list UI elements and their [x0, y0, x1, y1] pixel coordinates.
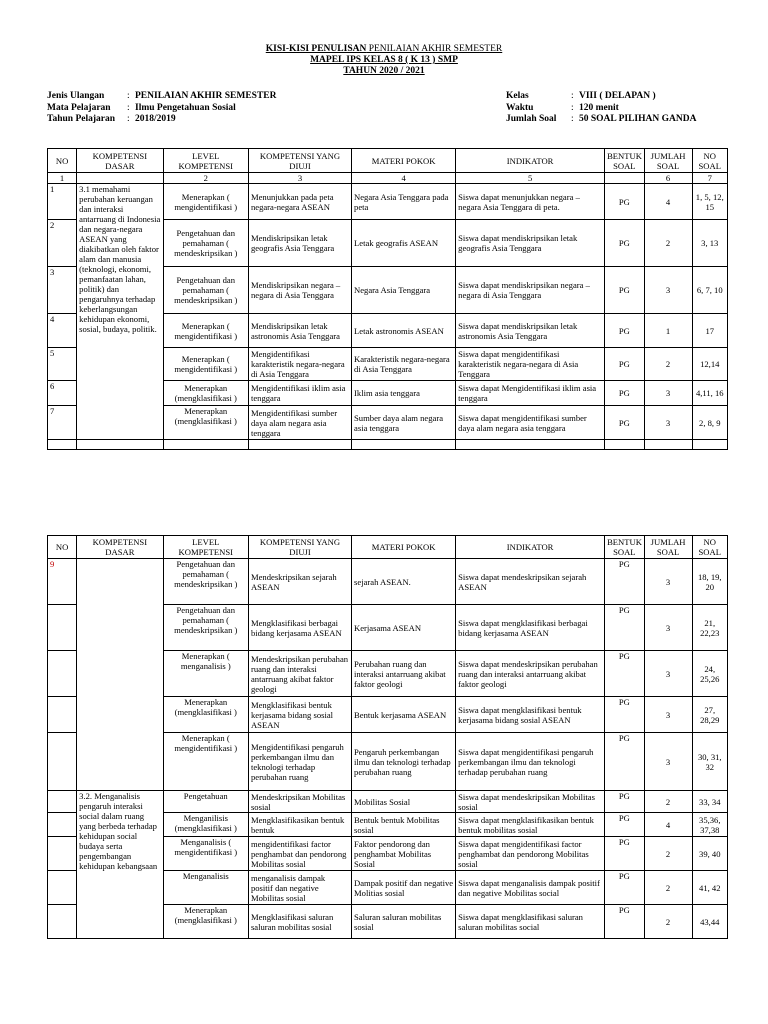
materi-cell: Letak astronomis ASEAN: [352, 314, 456, 348]
col-header-no: NO: [48, 149, 77, 173]
jumlah-cell: 2: [644, 837, 692, 871]
row-number: 6: [48, 381, 77, 406]
kompetensi-cell: Mendeskripsikan Mobilitas sosial: [248, 791, 351, 813]
column-number: 3: [248, 173, 351, 184]
nosoal-cell: 17: [692, 314, 727, 348]
jumlah-cell: 2: [644, 220, 692, 267]
bentuk-cell: PG: [605, 605, 645, 651]
materi-cell: Letak geografis ASEAN: [352, 220, 456, 267]
kompetensi-cell: Mendeskripsikan perubahan ruang dan interaksi antarruang akibat faktor geologi: [248, 651, 351, 697]
materi-cell: Pengaruh perkembangan ilmu dan teknologi terhadap perubahan ruang: [352, 733, 456, 791]
level-cell: Menganalisis: [163, 871, 248, 905]
indikator-cell: Siswa dapat mengklasifikasi bentuk kerjasama bidang sosial ASEAN: [456, 697, 605, 733]
level-cell: Menerapkan (mengklasifikasi ): [163, 697, 248, 733]
materi-cell: Negara Asia Tenggara pada peta: [352, 184, 456, 220]
indikator-cell: Siswa dapat mendeskripsikan perubahan ruang dan interaksi antarruang akibat faktor geologi: [456, 651, 605, 697]
jumlah-cell: 3: [644, 605, 692, 651]
row-number: 2: [48, 220, 77, 267]
materi-cell: Dampak positif dan negative Molitias sosial: [352, 871, 456, 905]
kompetensi-cell: Mengidentifikasi karakteristik negara-negara di Asia Tenggara: [248, 348, 351, 381]
materi-cell: Faktor pendorong dan penghambat Mobilitas Sosial: [352, 837, 456, 871]
kompetensi-cell: mengidentifikasi factor penghambat dan pendorong Mobilitas sosial: [248, 837, 351, 871]
level-cell: Menerapkan (mengklasifikasi ): [163, 406, 248, 440]
nosoal-cell: 30, 31, 32: [692, 733, 727, 791]
level-cell: Menerapkan ( mengidentifikasi ): [163, 314, 248, 348]
level-cell: Pengetahuan dan pemahaman ( mendeskripsikan ): [163, 605, 248, 651]
bentuk-cell: PG: [605, 871, 645, 905]
table-header-row: [48, 149, 728, 173]
bentuk-cell: PG: [605, 381, 645, 406]
column-number: 6: [644, 173, 692, 184]
kisi-table-2: [47, 535, 728, 939]
materi-cell: Perubahan ruang dan interaksi antarruang akibat faktor geologi: [352, 651, 456, 697]
bentuk-cell: PG: [605, 184, 645, 220]
kompetensi-cell: Mengklasifikasi saluran saluran mobilitas sosial: [248, 905, 351, 939]
col-header-kompetensi-diuji: KOMPETENSI YANG DIUJI: [248, 536, 351, 559]
table-row: [48, 559, 728, 605]
level-cell: Pengetahuan: [163, 791, 248, 813]
meta-row: Kelas : VIII ( DELAPAN ): [506, 91, 656, 101]
indikator-cell: Siswa dapat mendiskripsikan negara –negara di Asia Tenggara: [456, 267, 605, 314]
nosoal-cell: 4,11, 16: [692, 381, 727, 406]
column-number: 2: [163, 173, 248, 184]
level-cell: Menerapkan ( mengidentifikasi ): [163, 733, 248, 791]
bentuk-cell: PG: [605, 733, 645, 791]
col-header-jumlah: JUMLAH SOAL: [644, 149, 692, 173]
kompetensi-cell: menganalisis dampak positif dan negative Mobilitas sosial: [248, 871, 351, 905]
materi-cell: Iklim asia tenggara: [352, 381, 456, 406]
bentuk-cell: PG: [605, 837, 645, 871]
column-number: 4: [352, 173, 456, 184]
bentuk-cell: PG: [605, 791, 645, 813]
level-cell: Menganalisis ( mengidentifikasi ): [163, 837, 248, 871]
kompetensi-cell: Menunjukkan pada peta negara-negara ASEAN: [248, 184, 351, 220]
kompetensi-cell: Mengidentifikasi iklim asia tenggara: [248, 381, 351, 406]
kompetensi-cell: Mengklasifikasikan bentuk bentuk: [248, 813, 351, 837]
indikator-cell: Siswa dapat mengklasifikasi saluran saluran mobilitas social: [456, 905, 605, 939]
level-cell: Menganilisis (mengklasifikasi ): [163, 813, 248, 837]
table-header-row: [48, 536, 728, 559]
indikator-cell: Siswa dapat mendeskripsikan sejarah ASEAN: [456, 559, 605, 605]
col-header-indikator: INDIKATOR: [456, 149, 605, 173]
kompetensi-dasar-cell: 3.2. Menganalisis pengaruh interaksi social dalam ruang yang berbeda terhadap kehidupan social budaya serta pengembangan kehidupan kebangsaan: [77, 791, 163, 939]
indikator-cell: Siswa dapat mengklasifikasikan bentuk bentuk mobilitas sosial: [456, 813, 605, 837]
col-header-nosoal: NO SOAL: [692, 536, 727, 559]
meta-row: Tahun Pelajaran : 2018/2019: [47, 114, 176, 124]
materi-cell: Bentuk bentuk Mobilitas sosial: [352, 813, 456, 837]
kompetensi-cell: Mengidentifikasi pengaruh perkembangan ilmu dan teknologi terhadap perubahan ruang: [248, 733, 351, 791]
bentuk-cell: PG: [605, 813, 645, 837]
nosoal-cell: 2, 8, 9: [692, 406, 727, 440]
table-row-empty: [48, 440, 728, 450]
jumlah-cell: 4: [644, 813, 692, 837]
materi-cell: Mobilitas Sosial: [352, 791, 456, 813]
kompetensi-cell: Mendeskripsikan sejarah ASEAN: [248, 559, 351, 605]
col-header-indikator: INDIKATOR: [456, 536, 605, 559]
indikator-cell: Siswa dapat mendiskripsikan letak geografis Asia Tenggara: [456, 220, 605, 267]
level-cell: Menerapkan ( mengidentifikasi ): [163, 348, 248, 381]
meta-row: Mata Pelajaran : Ilmu Pengetahuan Sosial: [47, 102, 236, 113]
nosoal-cell: 27, 28,29: [692, 697, 727, 733]
jumlah-cell: 3: [644, 381, 692, 406]
materi-cell: Karakteristik negara-negara di Asia Tenggara: [352, 348, 456, 381]
meta-row: Jenis Ulangan : PENILAIAN AKHIR SEMESTER: [47, 91, 277, 101]
jumlah-cell: 2: [644, 348, 692, 381]
row-number: 1: [48, 184, 77, 220]
kompetensi-cell: Mengklasifikasi bentuk kerjasama bidang sosial ASEAN: [248, 697, 351, 733]
nosoal-cell: 1, 5, 12, 15: [692, 184, 727, 220]
jumlah-cell: 3: [644, 697, 692, 733]
indikator-cell: Siswa dapat mengklasifikasi berbagai bidang kerjasama ASEAN: [456, 605, 605, 651]
jumlah-cell: 4: [644, 184, 692, 220]
indikator-cell: Siswa dapat Mengidentifikasi iklim asia tenggara: [456, 381, 605, 406]
jumlah-cell: 3: [644, 651, 692, 697]
jumlah-cell: 3: [644, 559, 692, 605]
nosoal-cell: 21, 22,23: [692, 605, 727, 651]
materi-cell: Kerjasama ASEAN: [352, 605, 456, 651]
bentuk-cell: PG: [605, 651, 645, 697]
kompetensi-cell: Mendiskripsikan letak geografis Asia Tenggara: [248, 220, 351, 267]
jumlah-cell: 1: [644, 314, 692, 348]
jumlah-cell: 3: [644, 733, 692, 791]
indikator-cell: Siswa dapat mendiskripsikan letak astronomis Asia Tenggara: [456, 314, 605, 348]
document-header: [0, 44, 768, 77]
level-cell: Pengetahuan dan pemahaman ( mendeskripsikan ): [163, 267, 248, 314]
nosoal-cell: 24, 25,26: [692, 651, 727, 697]
nosoal-cell: 3, 13: [692, 220, 727, 267]
kompetensi-cell: Mengidentifikasi sumber daya alam negara asia tenggara: [248, 406, 351, 440]
bentuk-cell: PG: [605, 905, 645, 939]
col-header-kompetensi-diuji: KOMPETENSI YANG DIUJI: [248, 149, 351, 173]
column-number: 5: [456, 173, 605, 184]
document-subject-line: MAPEL IPS KELAS 8 ( K 13 ) SMP: [310, 55, 458, 65]
level-cell: Menerapkan ( mengidentifikasi ): [163, 184, 248, 220]
jumlah-cell: 2: [644, 791, 692, 813]
materi-cell: Negara Asia Tenggara: [352, 267, 456, 314]
kisi-table-1: [47, 148, 728, 450]
level-cell: Menerapkan (mengklasifikasi ): [163, 905, 248, 939]
col-header-materi: MATERI POKOK: [352, 149, 456, 173]
nosoal-cell: 39, 40: [692, 837, 727, 871]
nosoal-cell: 6, 7, 10: [692, 267, 727, 314]
indikator-cell: Siswa dapat mengidentifikasi pengaruh perkembangan ilmu dan teknologi terhadap perubahan ruang: [456, 733, 605, 791]
jumlah-cell: 3: [644, 406, 692, 440]
nosoal-cell: 41, 42: [692, 871, 727, 905]
row-number: 4: [48, 314, 77, 348]
bentuk-cell: PG: [605, 559, 645, 605]
col-header-nosoal: NO SOAL: [692, 149, 727, 173]
indikator-cell: Siswa dapat mengidentifikasi factor penghambat dan pendorong Mobilitas sosial: [456, 837, 605, 871]
document-year-line: TAHUN 2020 / 2021: [343, 66, 425, 76]
kompetensi-cell: Mendiskripsikan negara – negara di Asia Tenggara: [248, 267, 351, 314]
jumlah-cell: 3: [644, 267, 692, 314]
col-header-no: NO: [48, 536, 77, 559]
nosoal-cell: 43,44: [692, 905, 727, 939]
kompetensi-cell: Mengklasifikasi berbagai bidang kerjasama ASEAN: [248, 605, 351, 651]
jumlah-cell: 2: [644, 871, 692, 905]
column-number: 7: [692, 173, 727, 184]
meta-row: Waktu : 120 menit: [506, 102, 619, 113]
indikator-cell: Siswa dapat mengidentifikasi sumber daya alam negara asia tenggara: [456, 406, 605, 440]
indikator-cell: Siswa dapat menunjukkan negara –negara Asia Tenggara di peta.: [456, 184, 605, 220]
col-header-kompetensi-dasar: KOMPETENSI DASAR: [77, 536, 163, 559]
col-header-bentuk: BENTUK SOAL: [605, 536, 645, 559]
row-number: 9: [48, 559, 77, 605]
nosoal-cell: 12,14: [692, 348, 727, 381]
bentuk-cell: PG: [605, 406, 645, 440]
table-row: [48, 791, 728, 813]
kompetensi-dasar-cell: 3.1 memahami perubahan keruangan dan interaksi antarruang di Indonesia dan negara-negara ASEAN yang diakibatkan oleh faktor alam dan manusia (teknologi, ekonomi, pemanfaatan lahan, politik) dan pengaruhnya terhadap keberlangsungan kehidupan ekonomi, sosial, budaya, politik.: [77, 184, 163, 440]
column-number: 1: [48, 173, 77, 184]
nosoal-cell: 33, 34: [692, 791, 727, 813]
jumlah-cell: 2: [644, 905, 692, 939]
materi-cell: Sumber daya alam negara asia tenggara: [352, 406, 456, 440]
bentuk-cell: PG: [605, 697, 645, 733]
level-cell: Pengetahuan dan pemahaman ( mendeskripsikan ): [163, 220, 248, 267]
bentuk-cell: PG: [605, 348, 645, 381]
table-row: [48, 184, 728, 220]
document-title: KISI-KISI PENULISAN PENILAIAN AKHIR SEMESTER: [265, 44, 503, 54]
col-header-level: LEVEL KOMPETENSI: [163, 149, 248, 173]
kompetensi-cell: Mendiskripsikan letak astronomis Asia Tenggara: [248, 314, 351, 348]
row-number: 5: [48, 348, 77, 381]
row-number: 7: [48, 406, 77, 440]
materi-cell: sejarah ASEAN.: [352, 559, 456, 605]
level-cell: Menerapkan (mengklasifikasi ): [163, 381, 248, 406]
bentuk-cell: PG: [605, 314, 645, 348]
level-cell: Pengetahuan dan pemahaman ( mendeskripsikan ): [163, 559, 248, 605]
nosoal-cell: 35,36, 37,38: [692, 813, 727, 837]
meta-left-block: [47, 91, 276, 126]
indikator-cell: Siswa dapat menganalisis dampak positif dan negative Mobilitas social: [456, 871, 605, 905]
meta-row: Jumlah Soal : 50 SOAL PILIHAN GANDA: [506, 114, 697, 124]
bentuk-cell: PG: [605, 220, 645, 267]
indikator-cell: Siswa dapat mengidentifikasi karakteristik negara-negara di Asia Tenggara: [456, 348, 605, 381]
col-header-jumlah: JUMLAH SOAL: [644, 536, 692, 559]
col-header-materi: MATERI POKOK: [352, 536, 456, 559]
col-header-bentuk: BENTUK SOAL: [605, 149, 645, 173]
col-header-level: LEVEL KOMPETENSI: [163, 536, 248, 559]
meta-right-block: [506, 91, 696, 126]
materi-cell: Bentuk kerjasama ASEAN: [352, 697, 456, 733]
materi-cell: Saluran saluran mobilitas sosial: [352, 905, 456, 939]
bentuk-cell: PG: [605, 267, 645, 314]
row-number: 3: [48, 267, 77, 314]
nosoal-cell: 18, 19, 20: [692, 559, 727, 605]
indikator-cell: Siswa dapat mendeskripsikan Mobilitas sosial: [456, 791, 605, 813]
level-cell: Menerapkan ( menganalisis ): [163, 651, 248, 697]
column-number-row: [48, 173, 728, 184]
col-header-kompetensi-dasar: KOMPETENSI DASAR: [77, 149, 163, 173]
